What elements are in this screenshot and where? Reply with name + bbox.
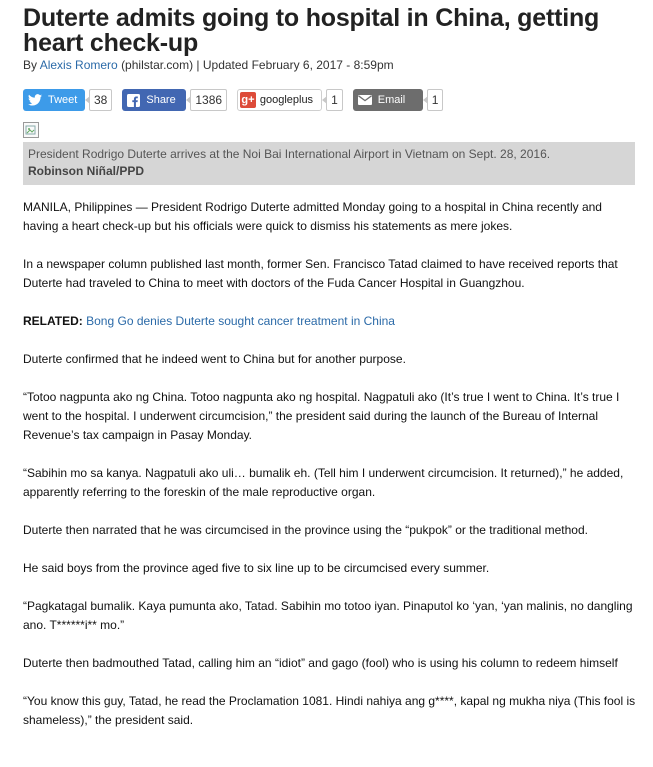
email-button[interactable] xyxy=(353,89,423,111)
photo-caption xyxy=(23,142,635,185)
tweet-button[interactable] xyxy=(23,89,85,111)
article-title: Duterte admits going to hospital in China, getting heart check-up xyxy=(23,4,600,57)
author-link[interactable]: Alexis Romero xyxy=(39,58,118,72)
related-label: RELATED: xyxy=(23,314,83,328)
facebook-share-count: 1386 xyxy=(190,89,227,111)
facebook-icon xyxy=(127,94,140,107)
paragraph: “You know this guy, Tatad, he read the Proclamation 1081. Hindi nahiya ang g****, kapal ng mukha niya (This fool is shameless),” the president said. xyxy=(23,694,636,727)
facebook-share-button[interactable] xyxy=(122,89,186,111)
googleplus-count: 1 xyxy=(326,89,343,111)
googleplus-icon: g+ xyxy=(241,94,255,106)
paragraph: “Pagkatagal bumalik. Kaya pumunta ako, Tatad. Sabihin mo totoo iyan. Pinaputol ko ‘yan, ‘yan malinis, no dangling ano. T******i** mo.” xyxy=(23,599,633,632)
paragraph: Duterte then badmouthed Tatad, calling him an “idiot” and gago (fool) who is using his column to redeem himself xyxy=(23,656,618,670)
related-line xyxy=(23,312,638,331)
tweet-count: 38 xyxy=(89,89,112,111)
email-label: Email xyxy=(377,94,406,106)
googleplus-button[interactable] xyxy=(237,89,322,111)
googleplus-label: googleplus xyxy=(259,94,314,106)
broken-image-icon xyxy=(23,122,39,138)
paragraph: In a newspaper column published last month, former Sen. Francisco Tatad claimed to have received reports that Duterte had traveled to China to meet with doctors of the Fuda Cancer Hospital in Guangzhou. xyxy=(23,257,618,290)
paragraph: “Sabihin mo sa kanya. Nagpatuli ako uli… bumalik eh. (Tell him I underwent circumcision. It returned),” he added, apparently referring to the foreskin of the male reproductive organ. xyxy=(23,466,624,499)
byline-prefix: By xyxy=(23,58,38,72)
twitter-bird-icon xyxy=(28,94,42,106)
tweet-label: Tweet xyxy=(48,94,78,106)
paragraph: Duterte confirmed that he indeed went to China but for another purpose. xyxy=(23,352,406,366)
related-link[interactable]: Bong Go denies Duterte sought cancer treatment in China xyxy=(86,314,395,328)
share-bar xyxy=(23,88,638,112)
envelope-icon xyxy=(358,95,372,105)
photo-credit: Robinson Niñal/PPD xyxy=(28,164,145,178)
article-body xyxy=(23,198,638,730)
caption-text: President Rodrigo Duterte arrives at the Noi Bai International Airport in Vietnam on Sept. 28, 2016. xyxy=(28,147,551,161)
article xyxy=(23,6,638,749)
byline-details: (philstar.com) | Updated February 6, 2017 - 8:59pm xyxy=(121,58,394,72)
byline xyxy=(23,58,638,72)
paragraph: Duterte then narrated that he was circumcised in the province using the “pukpok” or the traditional method. xyxy=(23,523,588,537)
facebook-share-label: Share xyxy=(146,94,176,106)
paragraph: He said boys from the province aged five to six line up to be circumcised every summer. xyxy=(23,561,490,575)
paragraph: “Totoo nagpunta ako ng China. Totoo nagpunta ako ng hospital. Nagpatuli ako (It’s true I went to China. It’s true I went to the hospital. I underwent circumcision,” the president said during the launch of the Bureau of Internal Revenue’s tax campaign in Pasay Monday. xyxy=(23,390,620,442)
email-count: 1 xyxy=(427,89,444,111)
paragraph: MANILA, Philippines — President Rodrigo Duterte admitted Monday going to a hospital in China recently and having a heart check-up but his officials were quick to dismiss his statements as mere jokes. xyxy=(23,200,602,233)
